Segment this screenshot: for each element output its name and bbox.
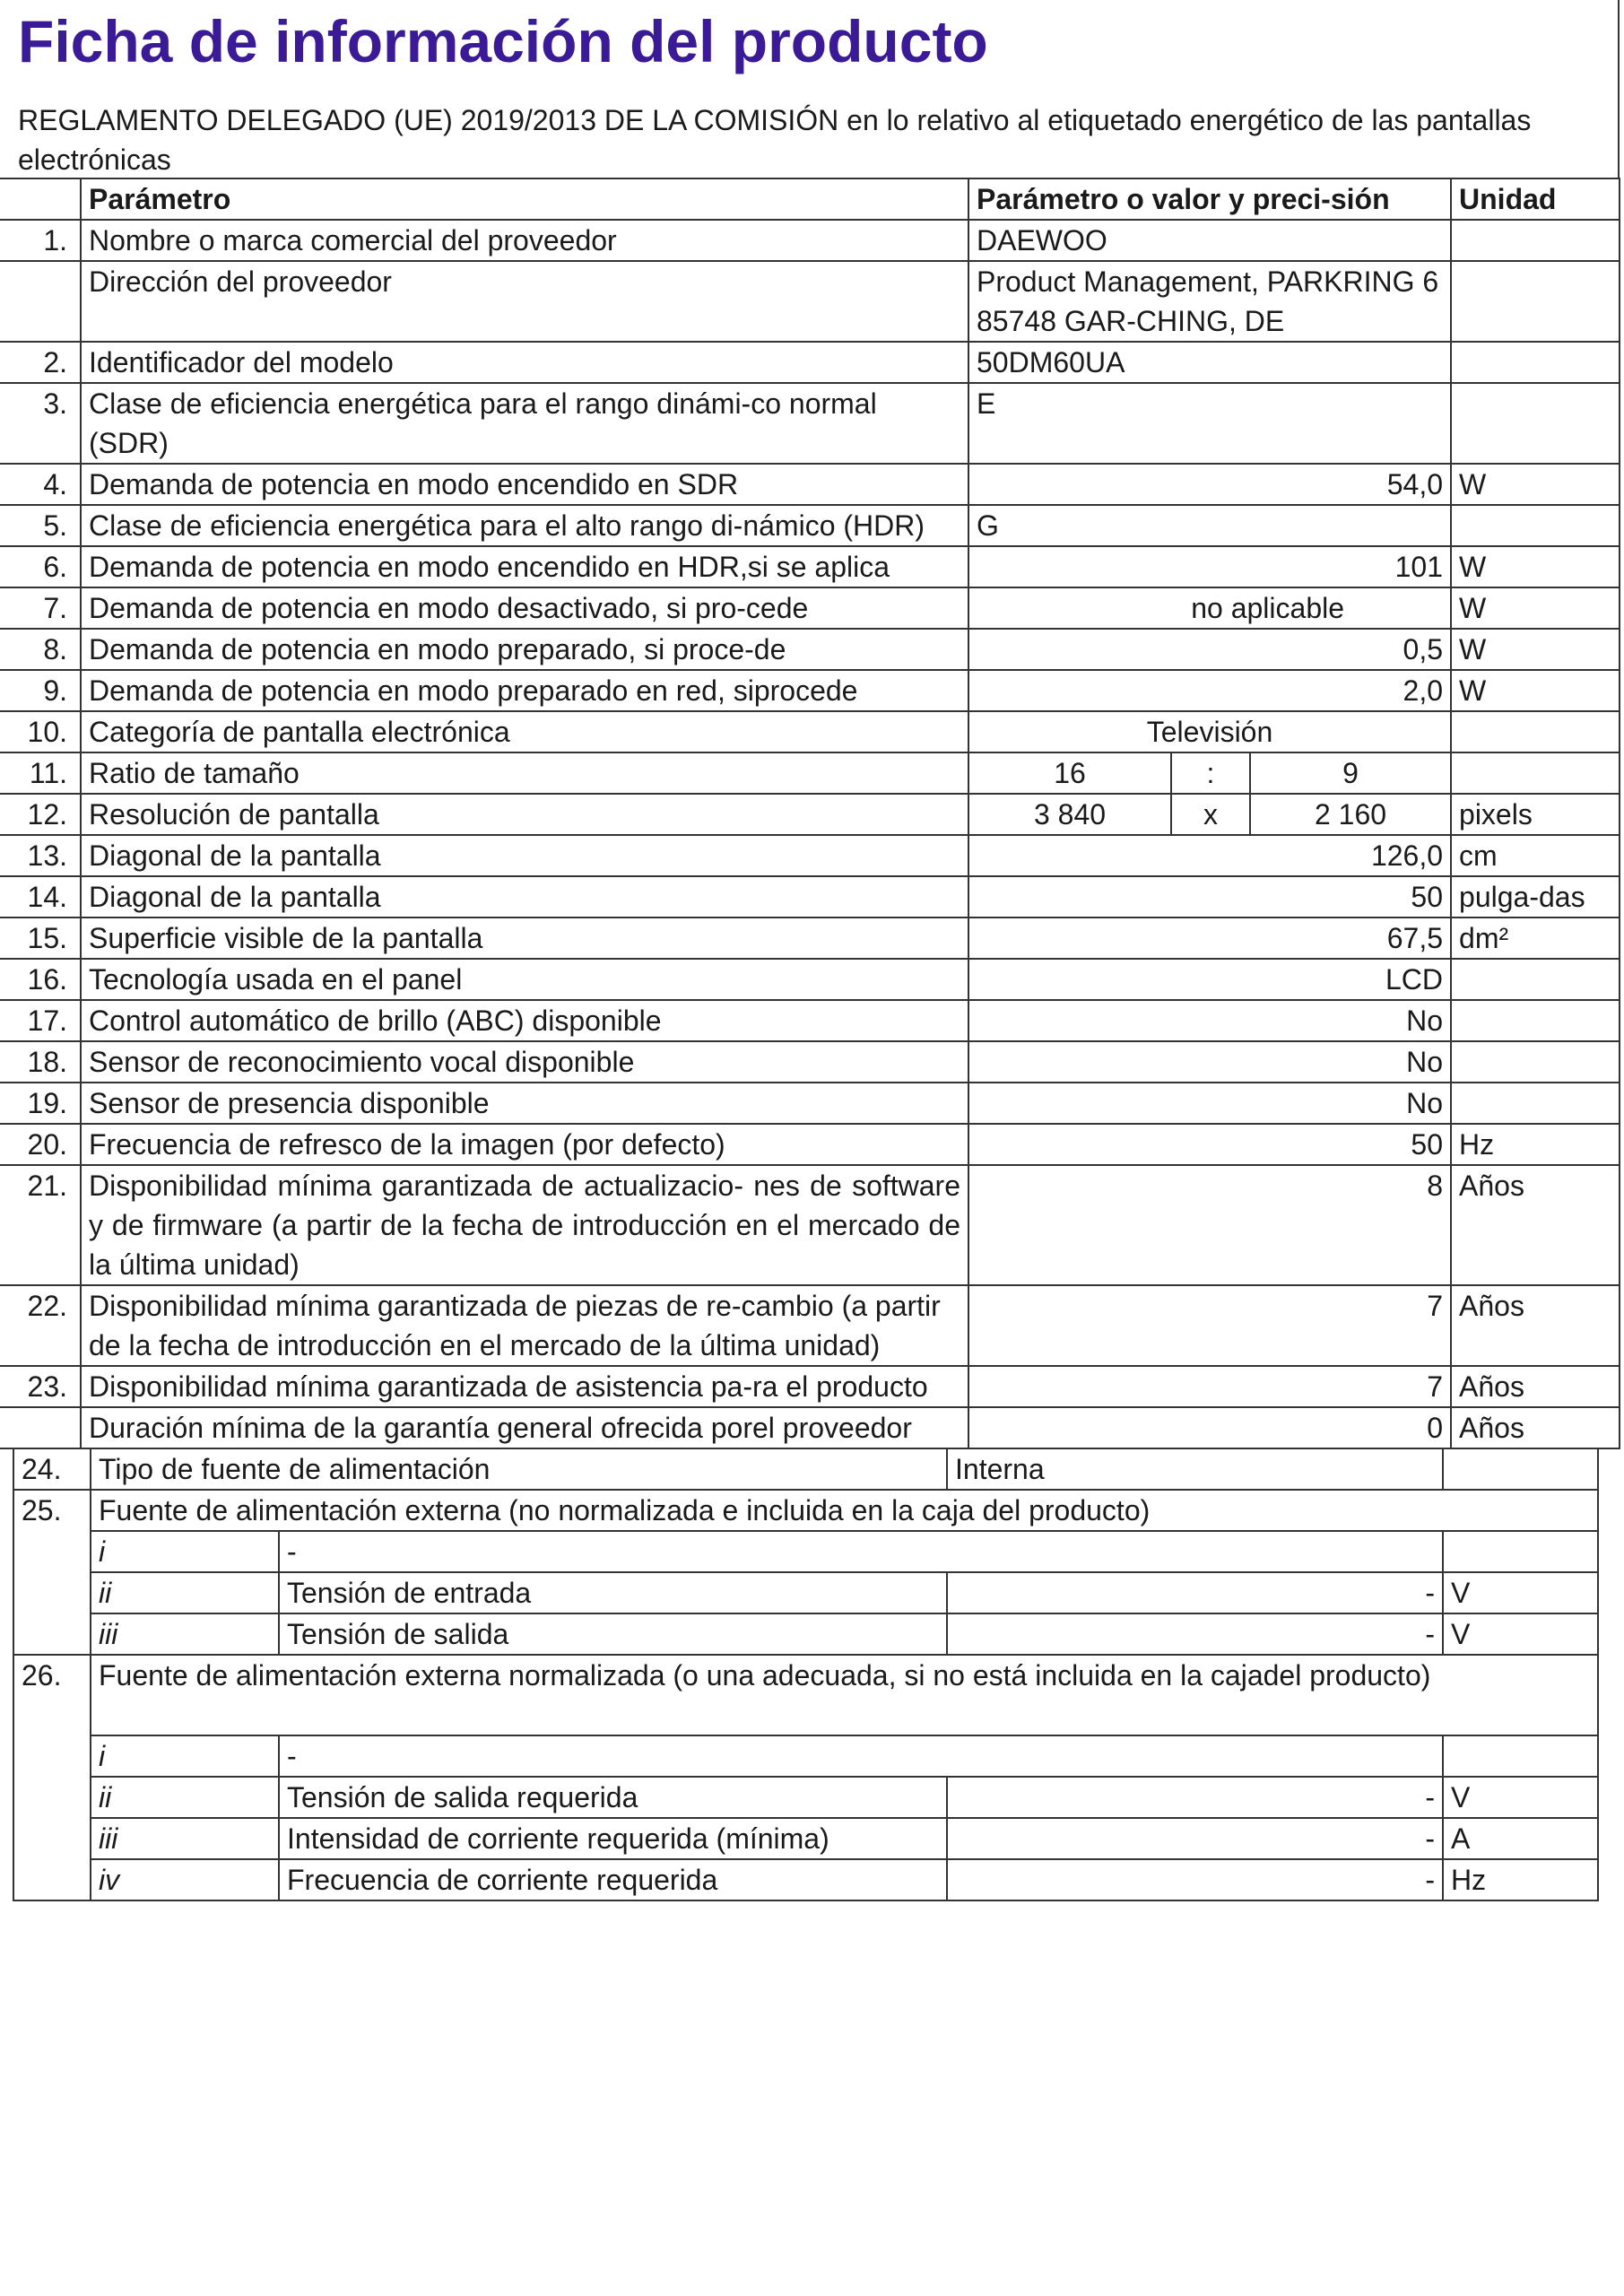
row-value-separator: x <box>1171 794 1250 835</box>
row-number: 16. <box>0 959 81 1000</box>
sub-unit <box>1443 1531 1598 1572</box>
sub-value: - <box>947 1572 1443 1613</box>
row-number: 10. <box>0 711 81 752</box>
sub-row <box>13 1531 1598 1572</box>
row-number <box>0 261 81 342</box>
sub-row <box>13 1777 1598 1818</box>
table-row <box>0 464 1620 505</box>
sub-row <box>13 1613 1598 1655</box>
sub-label: - <box>279 1531 1443 1572</box>
table-row <box>13 1655 1598 1735</box>
row-value-separator: : <box>1171 752 1250 794</box>
row-number: 7. <box>0 587 81 629</box>
table-row <box>0 261 1620 342</box>
page-title: Ficha de información del producto <box>18 8 988 74</box>
row-number: 22. <box>0 1285 81 1366</box>
header-num <box>0 178 81 220</box>
row-unit <box>1451 1000 1620 1041</box>
row-parameter: Demanda de potencia en modo desactivado, si pro-cede <box>81 587 968 629</box>
row-value: DAEWOO <box>968 220 1451 261</box>
row-parameter: Demanda de potencia en modo preparado, si proce-de <box>81 629 968 670</box>
table-row <box>0 670 1620 711</box>
sub-id-text: iii <box>99 1618 118 1650</box>
row-value: 2,0 <box>968 670 1451 711</box>
row-number: 12. <box>0 794 81 835</box>
sub-id-text: i <box>99 1740 106 1772</box>
row-value-b: 9 <box>1250 752 1451 794</box>
sub-value: - <box>947 1777 1443 1818</box>
row-unit: pixels <box>1451 794 1620 835</box>
row-parameter: Sensor de reconocimiento vocal disponible <box>81 1041 968 1083</box>
row-value: 7 <box>968 1285 1451 1366</box>
page-subtitle: REGLAMENTO DELEGADO (UE) 2019/2013 DE LA COMISIÓN en lo relativo al etiquetado energético de las pantallas electrónicas <box>18 104 1532 176</box>
row-parameter: Demanda de potencia en modo encendido en SDR <box>81 464 968 505</box>
row-value: 50 <box>968 876 1451 918</box>
table-row <box>0 587 1620 629</box>
row-parameter: Tecnología usada en el panel <box>81 959 968 1000</box>
row-value: No <box>968 1083 1451 1124</box>
sub-id-text: i <box>99 1535 106 1568</box>
sub-id <box>91 1859 279 1900</box>
row-number: 23. <box>0 1366 81 1407</box>
sub-id-text: iii <box>99 1822 118 1855</box>
row-unit <box>1451 261 1620 342</box>
table-header-row <box>0 178 1620 220</box>
row-parameter: Identificador del modelo <box>81 342 968 383</box>
row-parameter: Clase de eficiencia energética para el alto rango di-námico (HDR) <box>81 505 968 546</box>
sub-label: Frecuencia de corriente requerida <box>279 1859 947 1900</box>
row-unit: W <box>1451 670 1620 711</box>
row-value: 126,0 <box>968 835 1451 876</box>
sub-unit: V <box>1443 1777 1598 1818</box>
table-row <box>0 505 1620 546</box>
row-value: No <box>968 1041 1451 1083</box>
row-parameter: Control automático de brillo (ABC) disponible <box>81 1000 968 1041</box>
row-parameter: Diagonal de la pantalla <box>81 876 968 918</box>
table-row <box>0 752 1620 794</box>
table-row <box>13 1490 1598 1531</box>
row-number: 6. <box>0 546 81 587</box>
row-value: 101 <box>968 546 1451 587</box>
row-number: 2. <box>0 342 81 383</box>
sub-label: - <box>279 1735 1443 1777</box>
sub-label: Tensión de salida <box>279 1613 947 1655</box>
table-row <box>0 835 1620 876</box>
table-row <box>0 383 1620 464</box>
table-row <box>0 342 1620 383</box>
row-number: 5. <box>0 505 81 546</box>
row-unit <box>1443 1448 1598 1490</box>
row-number: 26. <box>13 1655 91 1900</box>
table-row <box>0 1124 1620 1165</box>
table-row <box>13 1448 1598 1490</box>
row-number: 19. <box>0 1083 81 1124</box>
table-row <box>0 1041 1620 1083</box>
row-parameter: Demanda de potencia en modo preparado en red, siprocede <box>81 670 968 711</box>
row-unit <box>1451 1041 1620 1083</box>
row-parameter: Dirección del proveedor <box>81 261 968 342</box>
row-unit: cm <box>1451 835 1620 876</box>
sub-unit <box>1443 1735 1598 1777</box>
row-value: 7 <box>968 1366 1451 1407</box>
row-number: 21. <box>0 1165 81 1285</box>
row-value: Interna <box>947 1448 1443 1490</box>
sub-label: Tensión de entrada <box>279 1572 947 1613</box>
row-parameter: Frecuencia de refresco de la imagen (por defecto) <box>81 1124 968 1165</box>
row-parameter: Ratio de tamaño <box>81 752 968 794</box>
row-number: 24. <box>13 1448 91 1490</box>
row-number: 11. <box>0 752 81 794</box>
header-param: Parámetro <box>81 178 968 220</box>
header-unit: Unidad <box>1451 178 1620 220</box>
sub-id <box>91 1572 279 1613</box>
row-parameter: Resolución de pantalla <box>81 794 968 835</box>
sub-unit: V <box>1443 1572 1598 1613</box>
row-unit: Años <box>1451 1407 1620 1448</box>
row-unit: W <box>1451 464 1620 505</box>
row-parameter: Disponibilidad mínima garantizada de actualizacio- nes de software y de firmware (a partir de la fecha de introducción en el mercado de la última unidad) <box>81 1165 968 1285</box>
row-value: 54,0 <box>968 464 1451 505</box>
header-value: Parámetro o valor y preci-sión <box>968 178 1451 220</box>
row-value-a: 16 <box>968 752 1171 794</box>
sub-id-text: iv <box>99 1864 120 1896</box>
sub-id <box>91 1531 279 1572</box>
row-value: 50 <box>968 1124 1451 1165</box>
sub-label: Tensión de salida requerida <box>279 1777 947 1818</box>
table-row <box>0 959 1620 1000</box>
sub-value: - <box>947 1859 1443 1900</box>
row-unit <box>1451 959 1620 1000</box>
sub-label: Intensidad de corriente requerida (mínima) <box>279 1818 947 1859</box>
row-value: 0 <box>968 1407 1451 1448</box>
sub-value: - <box>947 1818 1443 1859</box>
sub-unit: V <box>1443 1613 1598 1655</box>
row-unit: dm² <box>1451 918 1620 959</box>
sub-id-text: ii <box>99 1781 112 1813</box>
sub-id <box>91 1777 279 1818</box>
row-value: No <box>968 1000 1451 1041</box>
row-parameter: Tipo de fuente de alimentación <box>91 1448 947 1490</box>
table-row <box>0 794 1620 835</box>
row-unit: Años <box>1451 1285 1620 1366</box>
row-parameter: Fuente de alimentación externa normalizada (o una adecuada, si no está incluida en la cajadel producto) <box>91 1655 1598 1735</box>
row-unit: W <box>1451 546 1620 587</box>
power-supply-table <box>13 1448 1599 1901</box>
table-row <box>0 1000 1620 1041</box>
table-row <box>0 918 1620 959</box>
row-unit <box>1451 505 1620 546</box>
row-unit <box>1451 220 1620 261</box>
row-unit: W <box>1451 587 1620 629</box>
row-value: E <box>968 383 1451 464</box>
row-value-b: 2 160 <box>1250 794 1451 835</box>
row-parameter: Fuente de alimentación externa (no normalizada e incluida en la caja del producto) <box>91 1490 1598 1531</box>
product-info-table <box>0 178 1620 1449</box>
table-row <box>0 629 1620 670</box>
row-parameter: Disponibilidad mínima garantizada de piezas de re-cambio (a partir de la fecha de introducción en el mercado de la última unidad) <box>81 1285 968 1366</box>
row-value: 67,5 <box>968 918 1451 959</box>
row-number: 25. <box>13 1490 91 1655</box>
sub-row <box>13 1735 1598 1777</box>
row-number: 20. <box>0 1124 81 1165</box>
sub-id <box>91 1735 279 1777</box>
row-number: 8. <box>0 629 81 670</box>
sub-id-text: ii <box>99 1577 112 1609</box>
row-number: 13. <box>0 835 81 876</box>
row-unit: Años <box>1451 1366 1620 1407</box>
table-row <box>0 220 1620 261</box>
row-value: 50DM60UA <box>968 342 1451 383</box>
row-number: 18. <box>0 1041 81 1083</box>
row-value: no aplicable <box>968 587 1451 629</box>
row-number: 4. <box>0 464 81 505</box>
sub-row <box>13 1818 1598 1859</box>
sub-value: - <box>947 1613 1443 1655</box>
row-number <box>0 1407 81 1448</box>
table-row <box>0 1407 1620 1448</box>
row-unit <box>1451 1083 1620 1124</box>
row-unit <box>1451 383 1620 464</box>
row-parameter: Clase de eficiencia energética para el rango dinámi-co normal (SDR) <box>81 383 968 464</box>
table-row <box>0 876 1620 918</box>
row-number: 15. <box>0 918 81 959</box>
row-value-a: 3 840 <box>968 794 1171 835</box>
row-value: Product Management, PARKRING 6 85748 GAR-CHING, DE <box>968 261 1451 342</box>
table-row <box>0 1366 1620 1407</box>
row-parameter: Diagonal de la pantalla <box>81 835 968 876</box>
row-parameter: Sensor de presencia disponible <box>81 1083 968 1124</box>
sub-id <box>91 1613 279 1655</box>
row-parameter: Nombre o marca comercial del proveedor <box>81 220 968 261</box>
table-row <box>0 1285 1620 1366</box>
row-unit <box>1451 342 1620 383</box>
row-unit: W <box>1451 629 1620 670</box>
row-number: 3. <box>0 383 81 464</box>
row-number: 1. <box>0 220 81 261</box>
sub-row <box>13 1572 1598 1613</box>
sub-row <box>13 1859 1598 1900</box>
row-value: 0,5 <box>968 629 1451 670</box>
row-unit <box>1451 752 1620 794</box>
table-row <box>0 711 1620 752</box>
sub-unit: A <box>1443 1818 1598 1859</box>
row-unit: pulga-das <box>1451 876 1620 918</box>
row-parameter: Demanda de potencia en modo encendido en HDR,si se aplica <box>81 546 968 587</box>
row-value: G <box>968 505 1451 546</box>
row-parameter: Superficie visible de la pantalla <box>81 918 968 959</box>
row-number: 17. <box>0 1000 81 1041</box>
row-parameter: Categoría de pantalla electrónica <box>81 711 968 752</box>
row-unit: Hz <box>1451 1124 1620 1165</box>
table-row <box>0 1165 1620 1285</box>
sub-unit: Hz <box>1443 1859 1598 1900</box>
table-row <box>0 1083 1620 1124</box>
sub-id <box>91 1818 279 1859</box>
row-parameter: Disponibilidad mínima garantizada de asistencia pa-ra el producto <box>81 1366 968 1407</box>
row-value: LCD <box>968 959 1451 1000</box>
row-unit <box>1451 711 1620 752</box>
row-value: Televisión <box>968 711 1451 752</box>
table-row <box>0 546 1620 587</box>
row-unit: Años <box>1451 1165 1620 1285</box>
row-value: 8 <box>968 1165 1451 1285</box>
row-number: 14. <box>0 876 81 918</box>
row-number: 9. <box>0 670 81 711</box>
row-parameter: Duración mínima de la garantía general ofrecida porel proveedor <box>81 1407 968 1448</box>
